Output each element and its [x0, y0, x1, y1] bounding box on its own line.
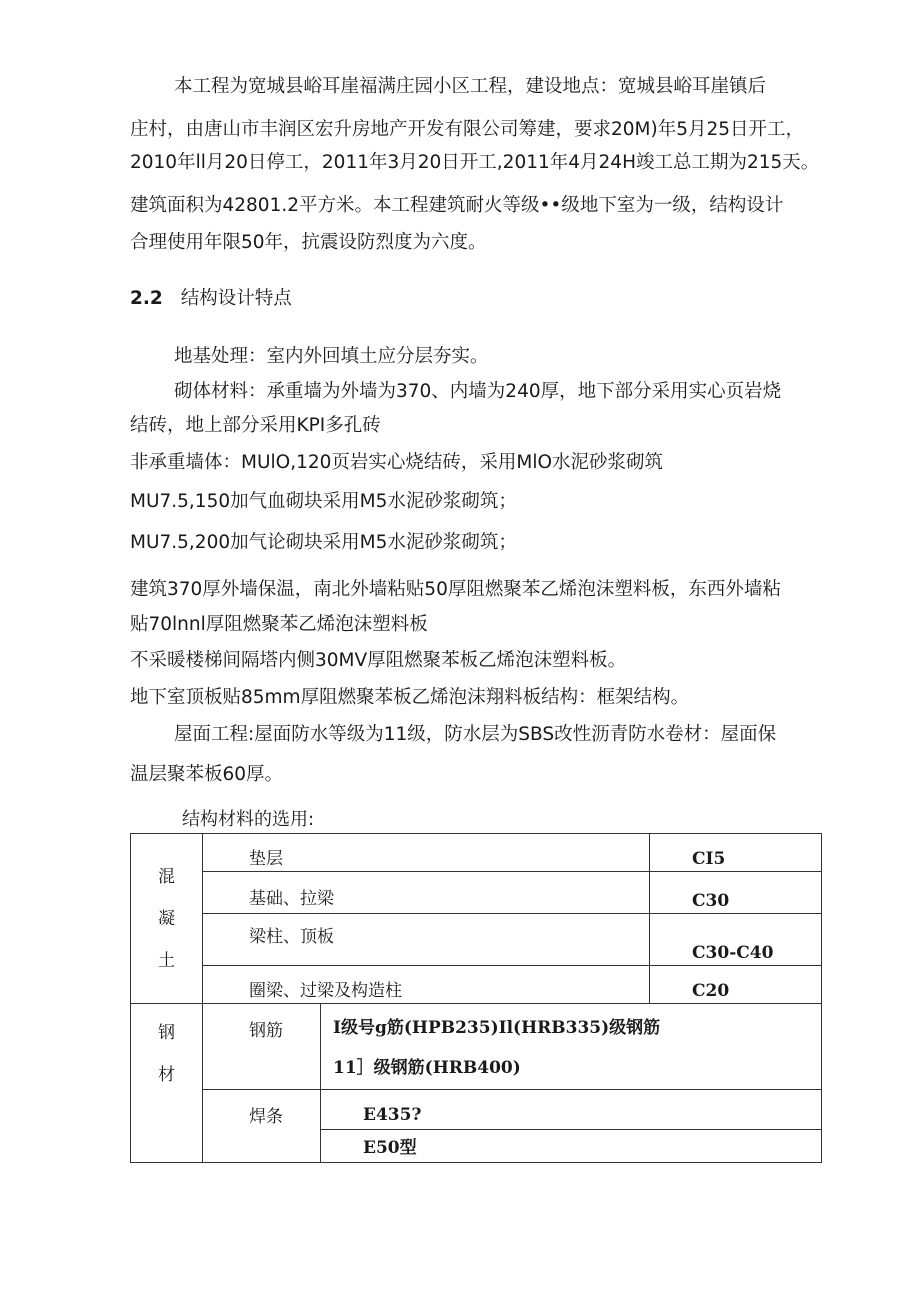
concrete-char-2: 凝: [158, 908, 175, 929]
steel-char-2: 材: [158, 1065, 175, 1085]
body-line-9: 不采暖楼梯间隔塔内侧30MV厚阻燃聚苯板乙烯泡沫塑料板。: [130, 650, 627, 671]
weld-spec: E50型: [321, 1130, 650, 1163]
table-caption: 结构材料的选用:: [182, 809, 315, 830]
body-line-3: 结砖，地上部分采用KPI多孔砖: [130, 415, 381, 436]
weld-item: 焊条: [203, 1090, 321, 1163]
body-line-12: 温层聚苯板60厚。: [130, 764, 284, 785]
intro-line-5: 合理使用年限50年，抗震设防烈度为六度。: [130, 232, 487, 253]
body-line-4: 非承重墙体：MUlO,120页岩实心烧结砖，采用MlO水泥砂浆砌筑: [130, 452, 664, 473]
section-heading: [130, 286, 292, 312]
concrete-item: 垫层: [203, 834, 650, 872]
rebar-spec: 11］级钢筋(HRB400): [333, 1058, 521, 1078]
body-line-7: 建筑370厚外墙保温，南北外墙粘贴50厚阻燃聚苯乙烯泡沫塑料板，东西外墙粘: [130, 579, 781, 600]
body-line-8: 贴70lnnl厚阻燃聚苯乙烯泡沫塑料板: [130, 614, 428, 635]
concrete-grade: C20: [650, 966, 822, 1004]
concrete-grade: C30-C40: [650, 914, 822, 966]
rebar-spec: I级号g筋(HPB235)Il(HRB335)级钢筋: [333, 1018, 661, 1038]
concrete-char-3: 土: [158, 950, 175, 971]
intro-line-3: 2010年ll月20日停工，2011年3月20日开工,2011年4月24H竣工总工期为215天。: [130, 152, 820, 173]
body-line-1: 地基处理：室内外回填土应分层夯实。: [174, 346, 489, 367]
body-line-11: 屋面工程:屋面防水等级为11级，防水层为SBS改性沥青防水卷材：屋面保: [174, 724, 777, 745]
steel-char-1: 钢: [158, 1023, 175, 1043]
materials-table: [130, 833, 822, 1163]
concrete-category: [131, 834, 203, 1004]
concrete-item: 圈梁、过梁及构造柱: [203, 966, 650, 1004]
body-line-2: 砌体材料：承重墙为外墙为370、内墙为240厚，地下部分采用实心页岩烧: [174, 381, 782, 402]
intro-line-4: 建筑面积为42801.2平方米。本工程建筑耐火等级••级地下室为一级，结构设计: [130, 195, 784, 216]
body-line-10: 地下室顶板贴85mm厚阻燃聚苯板乙烯泡沫翔料板结构：框架结构。: [130, 687, 690, 708]
concrete-item: 基础、拉梁: [203, 872, 650, 914]
intro-line-1: 本工程为宽城县峪耳崖福满庄园小区工程，建设地点：宽城县峪耳崖镇后: [174, 76, 767, 97]
section-number: 2.2: [130, 288, 163, 309]
concrete-grade: C30: [650, 872, 822, 914]
body-line-6: MU7.5,200加气论砌块采用M5水泥砂浆砌筑；: [130, 532, 517, 553]
body-line-5: MU7.5,150加气血砌块采用M5水泥砂浆砌筑；: [130, 491, 517, 512]
concrete-char-1: 混: [158, 866, 175, 887]
concrete-grade: CI5: [650, 834, 822, 872]
weld-spec-empty: [650, 1130, 822, 1163]
rebar-item: 钢筋: [203, 1004, 321, 1090]
steel-category: [131, 1004, 203, 1163]
rebar-specs: [321, 1004, 822, 1090]
section-title: 结构设计特点: [180, 288, 292, 309]
intro-line-2: 庄村，由唐山市丰润区宏升房地产开发有限公司筹建，要求20M)年5月25日开工，: [130, 119, 805, 140]
weld-spec-empty: [650, 1090, 822, 1130]
weld-spec: E435?: [321, 1090, 650, 1130]
concrete-item: 梁柱、顶板: [203, 914, 650, 966]
